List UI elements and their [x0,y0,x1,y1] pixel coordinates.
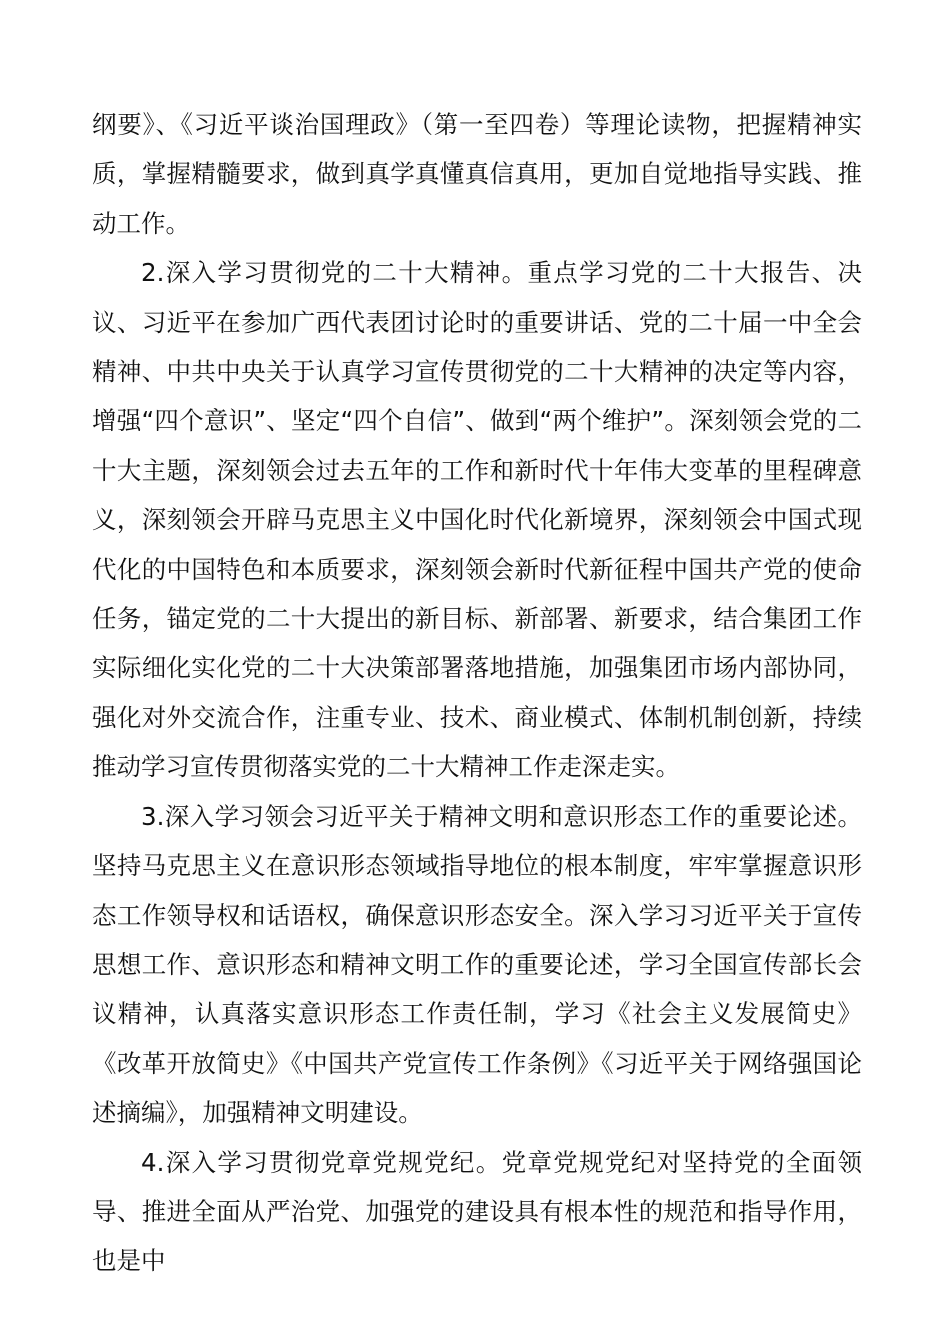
paragraph-item-2: 2.深入学习贯彻党的二十大精神。重点学习党的二十大报告、决议、习近平在参加广西代表团讨论时的重要讲话、党的二十届一中全会精神、中共中央关于认真学习宣传贯彻党的二十大精神的决定等内容，增强“四个意识”、坚定“四个自信”、做到“两个维护”。深刻领会党的二十大主题，深刻领会过去五年的工作和新时代十年伟大变革的里程碑意义，深刻领会开辟马克思主义中国化时代化新境界，深刻领会中国式现代化的中国特色和本质要求，深刻领会新时代新征程中国共产党的使命任务，锚定党的二十大提出的新目标、新部署、新要求，结合集团工作实际细化实化党的二十大决策部署落地措施，加强集团市场内部协同，强化对外交流合作，注重专业、技术、商业模式、体制机制创新，持续推动学习宣传贯彻落实党的二十大精神工作走深走实。 [92,258,862,782]
paragraph-item-3: 3.深入学习领会习近平关于精神文明和意识形态工作的重要论述。坚持马克思主义在意识形态领域指导地位的根本制度，牢牢掌握意识形态工作领导权和话语权，确保意识形态安全。深入学习习近平关于宣传思想工作、意识形态和精神文明工作的重要论述，学习全国宣传部长会议精神，认真落实意识形态工作责任制，学习《社会主义发展简史》《改革开放简史》《中国共产党宣传工作条例》《习近平关于网络强国论述摘编》，加强精神文明建设。 [92,801,862,1128]
paragraph-continuation: 纲要》、《习近平谈治国理政》（第一至四卷）等理论读物，把握精神实质，掌握精髓要求，做到真学真懂真信真用，更加自觉地指导实践、推动工作。 [92,110,862,238]
paragraph-item-4: 4.深入学习贯彻党章党规党纪。党章党规党纪对坚持党的全面领导、推进全面从严治党、加强党的建设具有根本性的规范和指导作用，也是中 [92,1147,862,1276]
document-body [92,100,862,1286]
